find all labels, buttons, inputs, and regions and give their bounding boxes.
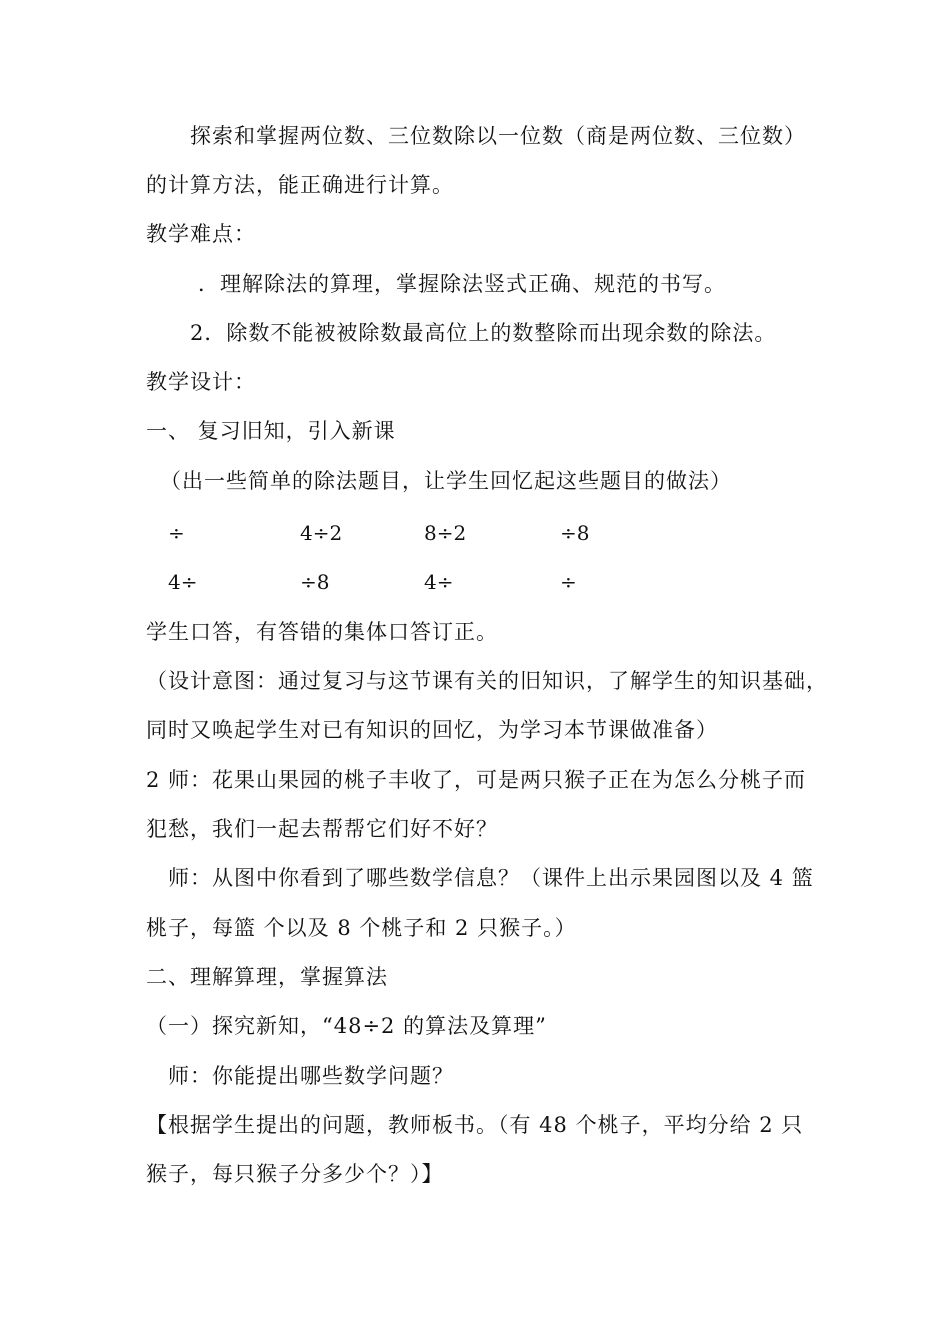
design-intent-line-1: （设计意图：通过复习与这节课有关的旧知识，了解学生的知识基础， (146, 669, 828, 693)
exercise-cell: 4÷2 (300, 521, 343, 545)
paragraph-goal-line-2: 的计算方法，能正确进行计算。 (146, 173, 454, 197)
board-note-line-1: 【根据学生提出的问题，教师板书。（有 48 个桃子，平均分给 2 只 (146, 1113, 804, 1137)
paragraph-goal-line-1: 探索和掌握两位数、三位数除以一位数（商是两位数、三位数） (190, 124, 806, 148)
subsection-1-heading: （一）探究新知，“48÷2 的算法及算理” (146, 1014, 547, 1038)
exercise-cell: ÷ (168, 521, 185, 545)
difficulty-item-2: 2．除数不能被被除数最高位上的数整除而出现余数的除法。 (190, 321, 777, 345)
teacher-question-line-2: 桃子，每篮 个以及 8 个桃子和 2 只猴子。） (146, 916, 577, 940)
exercise-cell: ÷8 (300, 570, 330, 594)
student-answer-line: 学生口答，有答错的集体口答订正。 (146, 620, 498, 644)
board-note-line-2: 猴子，每只猴子分多少个？）】 (146, 1162, 444, 1186)
design-intent-line-2: 同时又唤起学生对已有知识的回忆，为学习本节课做准备） (146, 718, 718, 742)
exercise-cell: 4÷ (424, 570, 454, 594)
exercise-cell: ÷8 (560, 521, 590, 545)
section-1-note: （出一些简单的除法题目，让学生回忆起这些题目的做法） (160, 469, 732, 493)
design-heading: 教学设计： (146, 370, 256, 394)
difficulty-heading: 教学难点： (146, 222, 256, 246)
section-1-heading: 一、 复习旧知，引入新课 (146, 419, 396, 443)
difficulty-item-1: ．理解除法的算理，掌握除法竖式正确、规范的书写。 (198, 272, 726, 296)
exercise-cell: 8÷2 (424, 521, 467, 545)
teacher-question-line-1: 师：从图中你看到了哪些数学信息？（课件上出示果园图以及 4 篮 (168, 866, 814, 890)
teacher-prompt-line: 师：你能提出哪些数学问题？ (168, 1064, 454, 1088)
exercise-cell: 4÷ (168, 570, 198, 594)
teacher-story-line-1: 2 师：花果山果园的桃子丰收了，可是两只猴子正在为怎么分桃子而 (146, 768, 807, 792)
teacher-story-line-2: 犯愁，我们一起去帮帮它们好不好？ (146, 817, 498, 841)
section-2-heading: 二、理解算理，掌握算法 (146, 965, 388, 989)
exercise-cell: ÷ (560, 570, 577, 594)
